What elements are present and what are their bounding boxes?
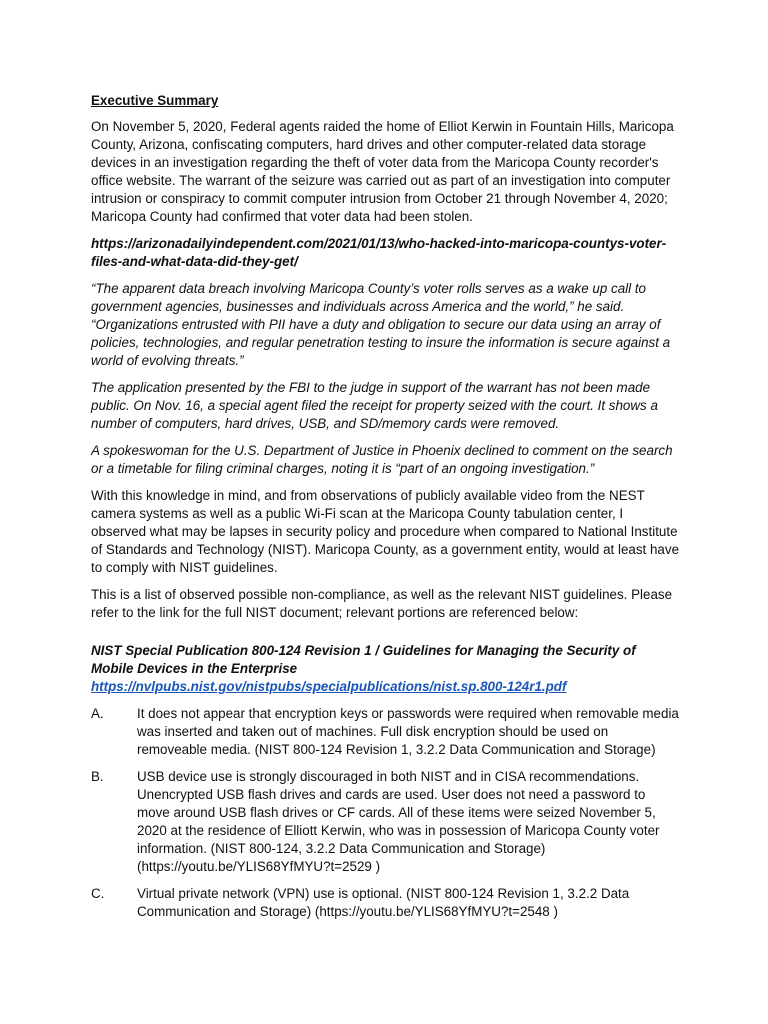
list-text: Virtual private network (VPN) use is optional. (NIST 800-124 Revision 1, 3.2.2 Data Communication and Storage) (https://youtu.be/YLIS68YfMYU?t=2548 ) <box>137 886 630 919</box>
document-page <box>91 92 681 930</box>
nist-link[interactable]: https://nvlpubs.nist.gov/nistpubs/specialpublications/nist.sp.800-124r1.pdf <box>91 679 567 694</box>
intro-paragraph: On November 5, 2020, Federal agents raided the home of Elliot Kerwin in Fountain Hills, Maricopa County, Arizona, confiscating computers, hard drives and other computer-related data storage devices in an investigation regarding the theft of voter data from the Maricopa County recorder's office website. The warrant of the seizure was carried out as part of an investigation into computer intrusion or conspiracy to commit computer intrusion from October 21 through November 4, 2020; Maricopa County had confirmed that voter data had been stolen. <box>91 119 674 224</box>
list-item <box>91 705 681 759</box>
list-intro-paragraph: This is a list of observed possible non-compliance, as well as the relevant NIST guidelines. Please refer to the link for the full NIST document; relevant portions are referenced below: <box>91 587 673 620</box>
list-text: It does not appear that encryption keys or passwords were required when removable media was inserted and taken out of machines. Full disk encryption should be used on removeable media. (NIST 800-124 Revision 1, 3.2.2 Data Communication and Storage) <box>137 706 679 757</box>
observation-paragraph: With this knowledge in mind, and from observations of publicly available video from the NEST camera systems as well as a public Wi-Fi scan at the Maricopa County tabulation center, I observed what may be lapses in security policy and procedure when compared to National Institute of Standards and Technology (NIST). Maricopa County, as a government entity, would at least have to comply with NIST guidelines. <box>91 488 680 575</box>
list-item <box>91 768 681 876</box>
list-marker: A. <box>91 706 104 721</box>
list-item <box>91 885 681 921</box>
findings-list <box>91 705 681 921</box>
nist-reference <box>91 642 681 696</box>
quote-paragraph-1: “The apparent data breach involving Maricopa County’s voter rolls serves as a wake up call to government agencies, businesses and individuals across America and the world,” he said. “Organizations entrusted with PII have a duty and obligation to secure our data using an array of policies, technologies, and regular penetration testing to insure the information is secure against a world of evolving threats.” <box>91 281 671 368</box>
quote-paragraph-2: The application presented by the FBI to the judge in support of the warrant has not been made public. On Nov. 16, a special agent filed the receipt for property seized with the court. It shows a number of computers, hard drives, USB, and SD/memory cards were removed. <box>91 380 658 431</box>
list-text: USB device use is strongly discouraged in both NIST and in CISA recommendations. Unencrypted USB flash drives and cards are used. User does not need a password to move around USB flash drives or CF cards. All of these items were seized November 5, 2020 at the residence of Elliott Kerwin, who was in possession of Maricopa County voter information. (NIST 800-124, 3.2.2 Data Communication and Storage) (https://youtu.be/YLIS68YfMYU?t=2529 ) <box>137 769 660 874</box>
list-marker: B. <box>91 769 104 784</box>
quote-paragraph-3: A spokeswoman for the U.S. Department of Justice in Phoenix declined to comment on the search or a timetable for filing criminal charges, noting it is “part of an ongoing investigation.” <box>91 443 673 476</box>
source-url[interactable]: https://arizonadailyindependent.com/2021/01/13/who-hacked-into-maricopa-countys-voter-files-and-what-data-did-they-get/ <box>91 236 667 269</box>
list-marker: C. <box>91 886 105 901</box>
nist-title: NIST Special Publication 800-124 Revision 1 / Guidelines for Managing the Security of Mobile Devices in the Enterprise <box>91 643 636 676</box>
section-heading: Executive Summary <box>91 93 219 108</box>
